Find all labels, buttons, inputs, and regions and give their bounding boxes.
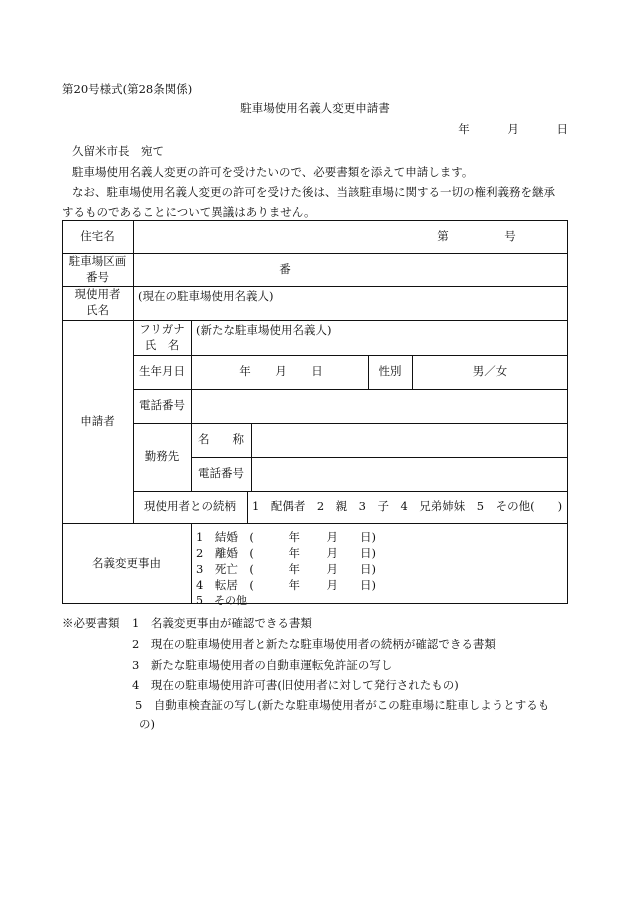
- table-column-divider: [251, 423, 252, 491]
- table-row-divider: [62, 253, 568, 254]
- reason-item: [196, 545, 376, 561]
- birth-date-month: 月: [275, 364, 287, 379]
- table-column-divider: [191, 355, 192, 389]
- parking-lot-label-line-2: 番号: [86, 269, 109, 284]
- reason-item-year: 年: [288, 530, 300, 544]
- date-year: 年: [458, 122, 470, 136]
- reason-item-day: 日): [360, 546, 376, 560]
- required-document-item: 3 新たな駐車場使用者の自動車運転免許証の写し: [132, 658, 393, 672]
- housing-name-label: 住宅名: [80, 228, 115, 243]
- furigana-label-line-1: フリガナ: [139, 321, 185, 336]
- furigana-name-label: [133, 320, 191, 355]
- phone-label: 電話番号: [139, 398, 185, 413]
- reason-item-label: 3 死亡 (: [196, 562, 254, 576]
- reason-item-day: 日): [360, 562, 376, 576]
- date-line: [424, 121, 568, 137]
- reason-item-label: 4 転居 (: [196, 578, 254, 592]
- table-column-divider: [191, 389, 192, 423]
- reason-item-month: 月: [326, 578, 338, 592]
- workplace-label: 勤務先: [144, 449, 180, 464]
- date-day: 日: [556, 122, 568, 136]
- workplace-phone-label: 電話番号: [198, 466, 244, 481]
- parking-lot-label: [62, 253, 133, 286]
- reason-item-month: 月: [326, 546, 338, 560]
- required-documents-heading: ※必要書類: [62, 616, 120, 630]
- birth-date-day: 日: [311, 364, 323, 379]
- current-user-label-line-1: 現使用者: [74, 287, 121, 302]
- reason-other: 5 その他: [196, 594, 247, 607]
- table-column-divider: [191, 320, 192, 355]
- reason-item-year: 年: [288, 578, 300, 592]
- housing-number-go: 号: [504, 228, 516, 243]
- required-document-item: 1 名義変更事由が確認できる書類: [132, 616, 312, 630]
- document-title: 駐車場使用名義人変更申請書: [240, 101, 390, 115]
- applicant-label: 申請者: [80, 413, 115, 428]
- reason-item: [196, 529, 376, 545]
- consent-statement-line-1: なお、駐車場使用名義人変更の許可を受けた後は、当該駐車場に関する一切の権利義務を継承: [72, 185, 555, 199]
- parking-lot-label-line-1: 駐車場区画: [68, 253, 127, 268]
- furigana-label-line-2: 氏 名: [144, 337, 180, 352]
- birth-date-label: 生年月日: [139, 364, 185, 379]
- current-user-note: (現在の駐車場使用名義人): [138, 289, 274, 303]
- table-column-divider: [247, 491, 248, 523]
- date-month: 月: [507, 122, 519, 136]
- table-row-divider: [62, 286, 568, 287]
- reason-item-month: 月: [326, 562, 338, 576]
- relationship-label: 現使用者との続柄: [144, 499, 236, 514]
- required-document-item-continued: の): [139, 717, 155, 731]
- required-document-item: 2 現在の駐車場使用者と新たな駐車場使用者の続柄が確認できる書類: [132, 637, 496, 651]
- reason-item-year: 年: [288, 562, 300, 576]
- reason-item-label: 1 結婚 (: [196, 530, 254, 544]
- table-column-divider: [191, 523, 192, 604]
- new-user-note: (新たな駐車場使用名義人): [196, 323, 332, 337]
- current-user-label: [62, 286, 133, 320]
- required-document-item: 4 現在の駐車場使用許可書(旧使用者に対して発行されたもの): [132, 678, 459, 692]
- required-document-item: 5 自動車検査証の写し(新たな駐車場使用者がこの駐車場に駐車しようとするも: [135, 698, 550, 712]
- request-statement: 駐車場使用名義人変更の許可を受けたいので、必要書類を添えて申請します。: [72, 165, 474, 179]
- addressee: 久留米市長 宛て: [72, 144, 164, 158]
- relationship-options: 1 配偶者 2 親 3 子 4 兄弟姉妹 5 その他( ): [252, 499, 563, 514]
- consent-statement-line-2: するものであることについて異議はありません。: [62, 205, 316, 219]
- reason-item-label: 2 離婚 (: [196, 546, 254, 560]
- reason-item-month: 月: [326, 530, 338, 544]
- table-row-divider: [133, 389, 568, 390]
- housing-number-dai: 第: [437, 228, 449, 243]
- current-user-label-line-2: 氏名: [86, 303, 109, 317]
- reason-item-year: 年: [288, 546, 300, 560]
- reason-item-day: 日): [360, 578, 376, 592]
- gender-label: 性別: [378, 364, 402, 379]
- form-number: 第20号様式(第28条関係): [62, 82, 193, 96]
- reason-item-day: 日): [360, 530, 376, 544]
- parking-lot-ban: 番: [279, 261, 291, 276]
- reason-label: 名義変更事由: [92, 555, 161, 570]
- reason-item: [196, 577, 376, 593]
- workplace-name-label: 名 称: [198, 432, 244, 447]
- birth-date-year: 年: [239, 364, 251, 379]
- reason-item: [196, 561, 376, 577]
- gender-value: 男／女: [472, 364, 508, 379]
